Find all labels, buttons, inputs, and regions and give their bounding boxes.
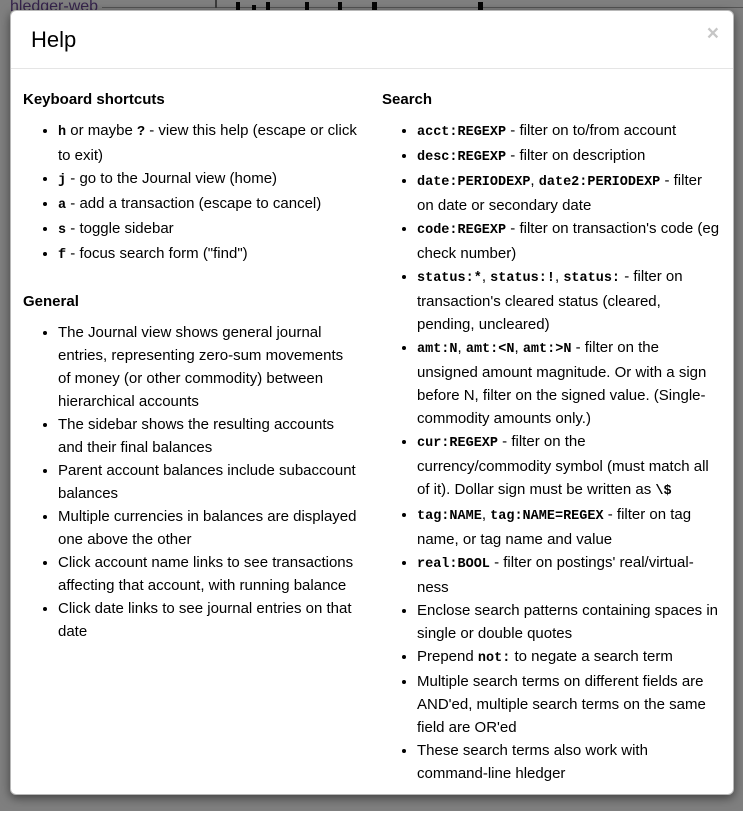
help-column-left [23, 77, 372, 811]
code-term: date2:PERIODEXP [538, 175, 661, 190]
help-list-item: • desc:REGEXP - filter on description [417, 144, 721, 169]
help-list-item: • These search terms also work with command-line hledger [417, 739, 721, 785]
code-term: j [58, 173, 67, 188]
code-term: real:BOOL [417, 557, 490, 572]
help-list-item: • Prepend not: to negate a search term [417, 645, 721, 670]
help-list-item: • status:*, status:!, status: - filter on transaction's cleared status (cleared, pending, uncleared) [417, 265, 721, 336]
code-term: ? [136, 125, 146, 140]
code-term: status:* [417, 271, 482, 286]
section-list [382, 119, 721, 785]
help-list-item: • acct:REGEXP - filter on to/from account [417, 119, 721, 144]
section-heading: General [23, 293, 79, 310]
code-term: not: [477, 651, 511, 666]
section-heading: Keyboard shortcuts [23, 91, 165, 108]
code-term: amt:N [417, 342, 458, 357]
modal-header [11, 11, 733, 69]
code-term: acct:REGEXP [417, 125, 507, 140]
help-list-item: • s - toggle sidebar [58, 217, 359, 242]
help-list-item: • f - focus search form ("find") [58, 242, 359, 267]
help-list-item: • cur:REGEXP - filter on the currency/commodity symbol (must match all of it). Dollar sign must be written as \$ [417, 430, 721, 503]
close-icon[interactable]: × [706, 22, 719, 45]
code-term: h [58, 125, 67, 140]
code-term: amt:>N [522, 342, 572, 357]
help-list-item: • amt:N, amt:<N, amt:>N - filter on the unsigned amount magnitude. Or with a sign before N, filter on the signed value. (Single-commodity amounts only.) [417, 336, 721, 430]
help-list-item: • The Journal view shows general journal entries, representing zero-sum movements of money (or other commodity) between hierarchical accounts [58, 321, 359, 413]
code-term: status: [563, 271, 621, 286]
help-list-item: • j - go to the Journal view (home) [58, 167, 359, 192]
modal-body [11, 69, 733, 831]
help-list-item: • Click account name links to see transactions affecting that account, with running balance [58, 551, 359, 597]
code-term: a [58, 198, 67, 213]
code-term: \$ [655, 484, 672, 499]
code-term: code:REGEXP [417, 223, 507, 238]
code-term: f [58, 248, 67, 263]
section-list [23, 321, 359, 643]
code-term: s [58, 223, 67, 238]
help-list-item: • code:REGEXP - filter on transaction's code (eg check number) [417, 217, 721, 265]
code-term: date:PERIODEXP [417, 175, 531, 190]
modal-title: Help [31, 27, 77, 52]
help-list-item: • h or maybe ? - view this help (escape or click to exit) [58, 119, 359, 167]
help-list-item: • Parent account balances include subaccount balances [58, 459, 359, 505]
help-list-item: • tag:NAME, tag:NAME=REGEX - filter on tag name, or tag name and value [417, 503, 721, 551]
code-term: tag:NAME=REGEX [490, 509, 604, 524]
help-column-right [372, 77, 721, 811]
help-list-item: • a - add a transaction (escape to cancel) [58, 192, 359, 217]
code-term: tag:NAME [417, 509, 482, 524]
code-term: desc:REGEXP [417, 150, 507, 165]
help-list-item: • The sidebar shows the resulting accounts and their final balances [58, 413, 359, 459]
section-heading: Search [382, 91, 433, 108]
code-term: amt:<N [465, 342, 515, 357]
help-list-item: • Multiple search terms on different fields are AND'ed, multiple search terms on the same field are OR'ed [417, 670, 721, 739]
section-list [23, 119, 359, 267]
code-term: status:! [490, 271, 555, 286]
help-list-item: • date:PERIODEXP, date2:PERIODEXP - filter on date or secondary date [417, 169, 721, 217]
help-list-item: • Click date links to see journal entries on that date [58, 597, 359, 643]
help-list-item: • Enclose search patterns containing spaces in single or double quotes [417, 599, 721, 645]
code-term: cur:REGEXP [417, 436, 499, 451]
help-modal [10, 10, 734, 795]
help-list-item: • Multiple currencies in balances are displayed one above the other [58, 505, 359, 551]
help-list-item: • real:BOOL - filter on postings' real/virtual-ness [417, 551, 721, 599]
